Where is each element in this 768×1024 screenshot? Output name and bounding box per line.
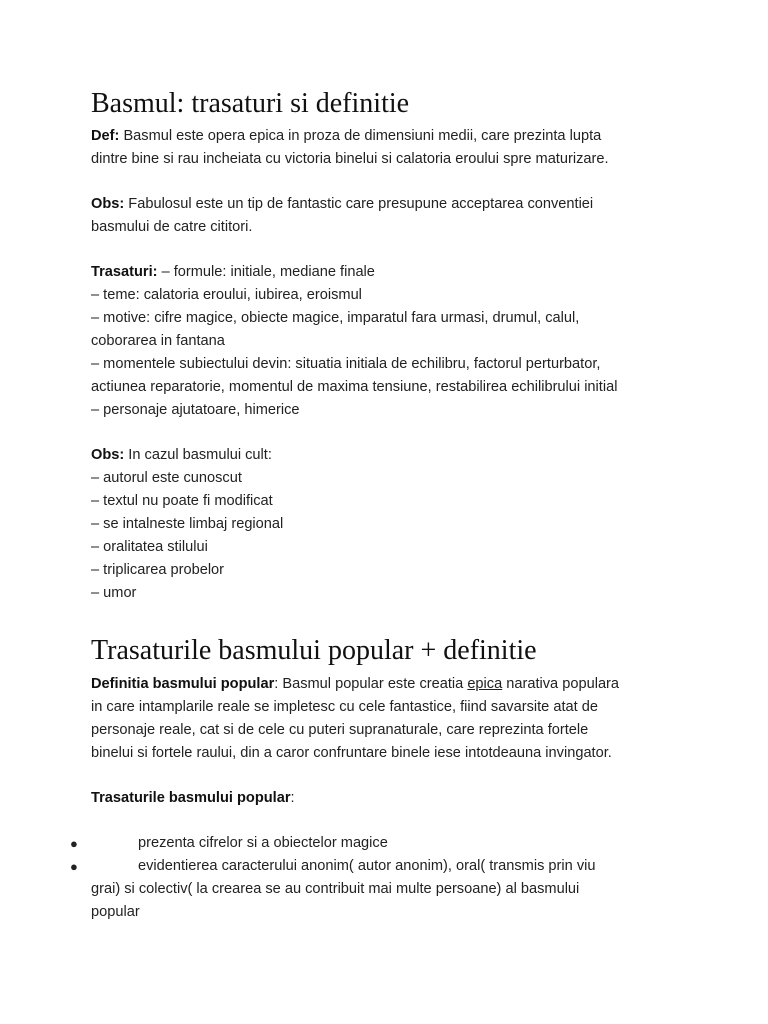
- obs2-line: In cazul basmului cult:: [124, 447, 272, 463]
- list-item: [70, 855, 691, 924]
- popular-trasaturi-heading: [91, 787, 691, 810]
- obs2-line: – oralitatea stilului: [91, 539, 208, 555]
- obs2-line: – triplicarea probelor: [91, 562, 225, 578]
- list-item-text-cont: grai) si colectiv( la crearea se au contribuit mai multe persoane) al basmului: [91, 881, 580, 897]
- obs-label-2: Obs:: [91, 447, 125, 463]
- obs2-line: – textul nu poate fi modificat: [91, 493, 273, 509]
- trasaturi-line: actiunea reparatorie, momentul de maxima tensiune, restabilirea echilibrului initial: [91, 379, 618, 395]
- popular-definition-paragraph: [91, 673, 691, 765]
- list-item-text: evidentierea caracterului anonim( autor anonim), oral( transmis prin viu: [138, 858, 596, 874]
- bullet-icon: ●: [70, 836, 78, 851]
- popular-def-line: personaje reale, cat si de cele cu puteri supranaturale, care reprezinta fortele: [91, 722, 589, 738]
- observation-paragraph-1: [91, 193, 691, 239]
- list-item-text: prezenta cifrelor si a obiectelor magice: [138, 835, 388, 851]
- obs1-text-line-2: basmului de catre cititori.: [91, 219, 253, 235]
- popular-def-line: binelui si fortele raului, din a caror confruntare binele iese intotdeauna invingator.: [91, 745, 612, 761]
- popular-trasaturi-list: [70, 832, 691, 924]
- trasaturi-line: – motive: cifre magice, obiecte magice, imparatul fara urmasi, drumul, calul,: [91, 310, 580, 326]
- list-item: [70, 832, 691, 855]
- trasaturi-line: – formule: initiale, mediane finale: [157, 264, 375, 280]
- popular-trasaturi-colon: :: [290, 790, 295, 806]
- bullet-icon: ●: [70, 859, 78, 874]
- popular-def-label: Definitia basmului popular: [91, 676, 275, 692]
- trasaturi-paragraph: [91, 261, 691, 422]
- popular-def-text-post: narativa populara: [502, 676, 620, 692]
- popular-def-line: in care intamplarile reale se impletesc cu cele fantastice, fiind savarsite atat de: [91, 699, 598, 715]
- epica-link[interactable]: epica: [467, 676, 503, 692]
- trasaturi-line: coborarea in fantana: [91, 333, 225, 349]
- trasaturi-label: Trasaturi:: [91, 264, 158, 280]
- trasaturi-line: – teme: calatoria eroului, iubirea, eroismul: [91, 287, 362, 303]
- obs-label-1: Obs:: [91, 196, 125, 212]
- document-page: [70, 84, 691, 924]
- obs2-line: – autorul este cunoscut: [91, 470, 242, 486]
- obs2-line: – umor: [91, 585, 137, 601]
- heading-basmul-popular: Trasaturile basmului popular + definitie: [91, 635, 537, 666]
- obs2-line: – se intalneste limbaj regional: [91, 516, 284, 532]
- obs1-text-line-1: Fabulosul este un tip de fantastic care presupune acceptarea conventiei: [124, 196, 594, 212]
- trasaturi-line: – personaje ajutatoare, himerice: [91, 402, 300, 418]
- popular-def-text-pre: : Basmul popular este creatia: [274, 676, 468, 692]
- heading-basmul: Basmul: trasaturi si definitie: [91, 88, 410, 119]
- def-label: Def:: [91, 128, 120, 144]
- trasaturi-line: – momentele subiectului devin: situatia initiala de echilibru, factorul perturbator,: [91, 356, 601, 372]
- popular-trasaturi-label: Trasaturile basmului popular: [91, 790, 291, 806]
- list-item-text-cont: popular: [91, 904, 140, 920]
- def-text-line-2: dintre bine si rau incheiata cu victoria binelui si calatoria eroului spre maturizare.: [91, 151, 609, 167]
- observation-paragraph-2: [91, 444, 691, 605]
- definition-paragraph: [91, 125, 691, 171]
- def-text-line-1: Basmul este opera epica in proza de dimensiuni medii, care prezinta lupta: [119, 128, 602, 144]
